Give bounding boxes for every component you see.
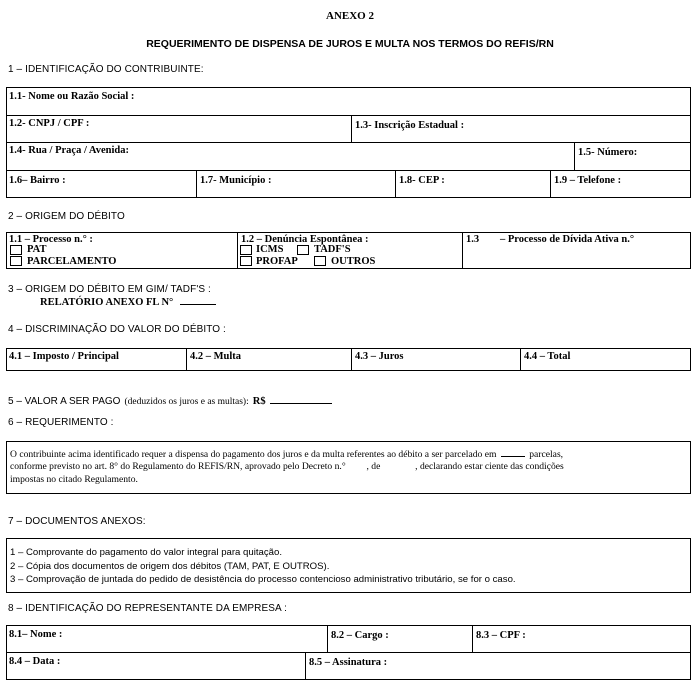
divider (327, 625, 328, 652)
tadfs-label: TADF'S (314, 244, 351, 255)
parcelamento-label: PARCELAMENTO (27, 256, 117, 267)
section-4-heading: 4 – DISCRIMINAÇÃO DO VALOR DO DÉBITO : (8, 324, 226, 335)
divider (472, 625, 473, 652)
name-field[interactable]: 1.1- Nome ou Razão Social : (9, 91, 135, 102)
form-title: REQUERIMENTO DE DISPENSA DE JUROS E MULTA NOS TERMOS DO REFIS/RN (146, 38, 554, 50)
divider (305, 652, 306, 680)
active-debt-process-number: 1.3 (466, 234, 480, 245)
total-field[interactable]: 4.4 – Total (524, 351, 571, 362)
outros-checkbox[interactable] (314, 256, 326, 266)
state-registration-field[interactable]: 1.3- Inscrição Estadual : (355, 120, 465, 131)
section-3-heading: 3 – ORIGEM DO DÉBITO EM GIM/ TADF'S : (8, 284, 211, 295)
amount-blank[interactable] (270, 394, 332, 404)
spontaneous-report-label: 1.2 – Denúncia Espontânea : (241, 234, 369, 245)
divider (6, 170, 691, 171)
street-field[interactable]: 1.4- Rua / Praça / Avenida: (9, 145, 129, 156)
phone-field[interactable]: 1.9 – Telefone : (554, 175, 622, 186)
divider (196, 170, 197, 198)
request-line-3: impostas no citado Regulamento. (10, 474, 138, 485)
section-7-heading: 7 – DOCUMENTOS ANEXOS: (8, 516, 146, 527)
divider (351, 348, 352, 371)
divider (186, 348, 187, 371)
divider (6, 652, 691, 653)
divider (351, 115, 352, 142)
date-field[interactable]: 8.4 – Data : (9, 656, 61, 667)
request-text: parcelas, (529, 449, 564, 460)
zip-code-field[interactable]: 1.8- CEP : (399, 175, 445, 186)
request-line-2 (10, 461, 564, 474)
interest-field[interactable]: 4.3 – Juros (355, 351, 404, 362)
outros-label: OUTROS (331, 256, 376, 267)
neighborhood-field[interactable]: 1.6– Bairro : (9, 175, 66, 186)
divider (462, 232, 463, 269)
fine-field[interactable]: 4.2 – Multa (190, 351, 242, 362)
document-item-2: 2 – Cópia dos documentos de origem dos débitos (TAM, PAT, E OUTROS). (10, 561, 330, 572)
installments-blank[interactable] (501, 448, 525, 457)
signature-field[interactable]: 8.5 – Assinatura : (309, 657, 388, 668)
profap-label: PROFAP (256, 256, 298, 267)
icms-label: ICMS (256, 244, 284, 255)
request-text: conforme previsto no art. 8° do Regulamento do REFIS/RN, aprovado pelo Decreto n.° (10, 461, 346, 472)
divider (6, 142, 691, 143)
divider (520, 348, 521, 371)
section-2-heading: 2 – ORIGEM DO DÉBITO (8, 211, 125, 222)
request-text: , declarando estar ciente das condições (415, 461, 564, 472)
number-field[interactable]: 1.5- Número: (578, 147, 638, 158)
icms-checkbox[interactable] (240, 245, 252, 255)
parcelamento-checkbox[interactable] (10, 256, 22, 266)
representative-cpf-field[interactable]: 8.3 – CPF : (476, 630, 526, 641)
request-text: O contribuinte acima identificado requer a dispensa do pagamento dos juros e da multa referentes ao débito a ser parcelado em (10, 449, 497, 460)
annex-label: ANEXO 2 (326, 10, 374, 22)
section-8-heading: 8 – IDENTIFICAÇÃO DO REPRESENTANTE DA EMPRESA : (8, 603, 288, 614)
currency-label: R$ (252, 396, 266, 407)
pat-checkbox[interactable] (10, 245, 22, 255)
divider (6, 115, 691, 116)
annex-report-label: RELATÓRIO ANEXO FL N° (40, 297, 174, 308)
active-debt-process-label: – Processo de Dívida Ativa n.° (500, 234, 635, 245)
request-text: , de (366, 461, 381, 472)
amount-note: (deduzidos os juros e as multas): (124, 397, 249, 407)
representative-name-field[interactable]: 8.1– Nome : (9, 629, 63, 640)
position-field[interactable]: 8.2 – Cargo : (331, 630, 389, 641)
divider (237, 232, 238, 269)
section-1-heading: 1 – IDENTIFICAÇÃO DO CONTRIBUINTE: (8, 64, 204, 75)
pat-label: PAT (27, 244, 47, 255)
divider (574, 142, 575, 170)
municipality-field[interactable]: 1.7- Município : (200, 175, 272, 186)
document-item-3: 3 – Comprovação de juntada do pedido de desistência do processo contencioso administrativo tributário, se for o caso. (10, 574, 516, 585)
section-6-heading: 6 – REQUERIMENTO : (8, 417, 114, 428)
cnpj-cpf-field[interactable]: 1.2- CNPJ / CPF : (9, 118, 90, 129)
tax-principal-field[interactable]: 4.1 – Imposto / Principal (9, 351, 119, 362)
process-number-label: 1.1 – Processo n.° : (9, 234, 93, 245)
profap-checkbox[interactable] (240, 256, 252, 266)
amount-to-pay-line (8, 391, 332, 409)
document-item-1: 1 – Comprovante do pagamento do valor integral para quitação. (10, 547, 282, 558)
tadfs-checkbox[interactable] (297, 245, 309, 255)
divider (550, 170, 551, 198)
section-5-heading: 5 – VALOR A SER PAGO (8, 396, 121, 407)
request-line-1 (10, 448, 563, 462)
divider (395, 170, 396, 198)
annex-report-blank[interactable] (180, 295, 216, 305)
annex-report-line (40, 295, 216, 308)
